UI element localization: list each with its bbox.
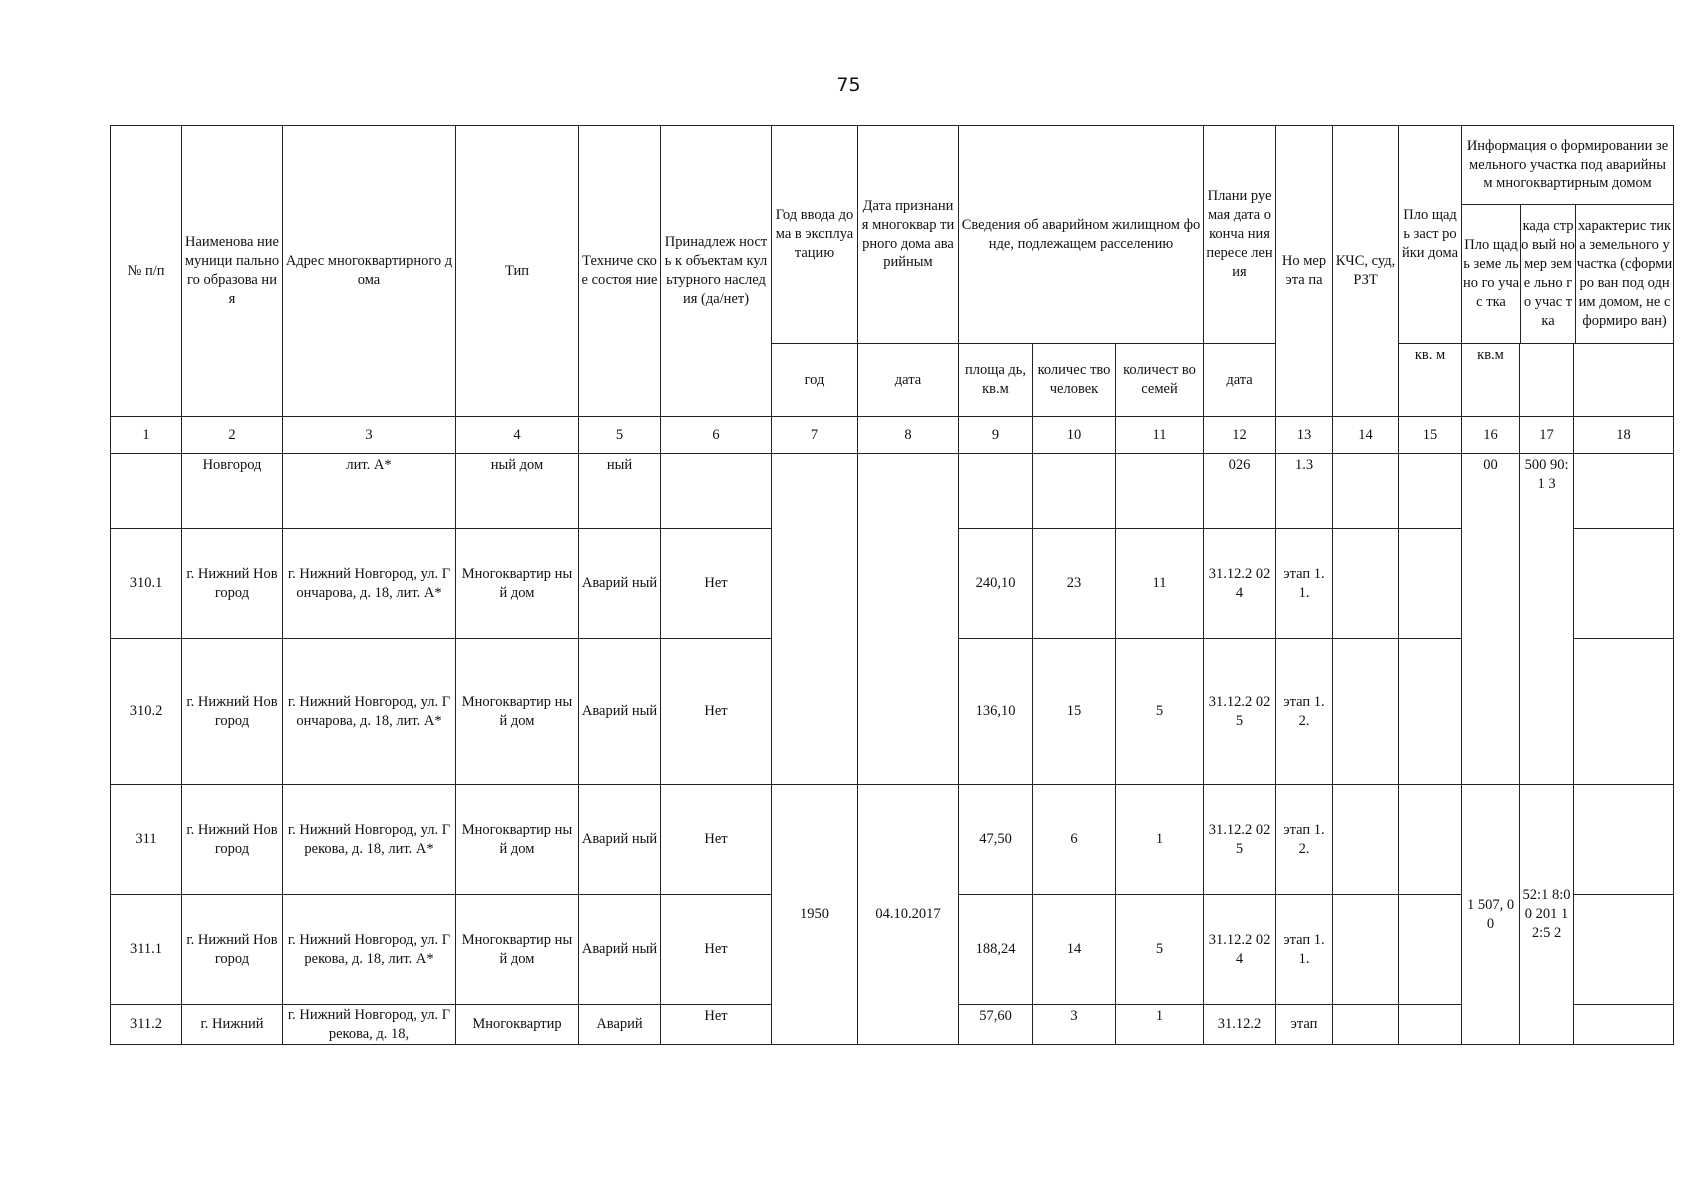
header-planned-date: Плани руемая дата оконча ния пересе ления: [1204, 126, 1276, 344]
cell-area: 240,10: [959, 529, 1033, 639]
subheader-area: площа дь, кв.м: [959, 344, 1033, 417]
table-row-continuation: [111, 454, 1674, 529]
header-municipality: Наименова ние муници пального образова ния: [182, 126, 283, 417]
cell-land-character: [1574, 639, 1674, 785]
cell-address: г. Нижний Новгород, ул. Гончарова, д. 18, лит. А*: [283, 529, 456, 639]
header-built-area: Пло щадь заст ройки дома: [1399, 126, 1462, 344]
header-tech-state: Техниче ское состоя ние: [579, 126, 661, 417]
cell-families: 5: [1116, 639, 1204, 785]
cell-planned-date: 026: [1204, 454, 1276, 529]
cell-people: 23: [1033, 529, 1116, 639]
header-recognition-date: Дата признания многоквар тирного дома аварийным: [858, 126, 959, 344]
cell-planned-date: 31.12.2 025: [1204, 785, 1276, 895]
cell-people: 15: [1033, 639, 1116, 785]
column-number: 1: [111, 417, 182, 454]
cell-municipality: г. Нижний Новгород: [182, 785, 283, 895]
cell-people: [1033, 454, 1116, 529]
subheader-land-unit: кв.м: [1462, 344, 1520, 417]
cell-people: 3: [1033, 1005, 1116, 1045]
header-cadastral: када стро вый но мер земе льно го учас тка: [1521, 205, 1576, 343]
cell-type: Многоквартир ный дом: [456, 785, 579, 895]
subheader-land-character-cont: [1574, 344, 1674, 417]
cell-year-built-cont: [772, 454, 858, 785]
header-land-info: Информация о формировании земельного участка под аварийным многоквартирным домом: [1462, 126, 1673, 205]
cell-land-character: [1574, 895, 1674, 1005]
cell-built-area: [1399, 785, 1462, 895]
cell-stage: этап 1.2.: [1276, 785, 1333, 895]
cell-built-area: [1399, 895, 1462, 1005]
cell-area: 57,60: [959, 1005, 1033, 1045]
header-land-area: Пло щадь земе льно го учас тка: [1462, 205, 1521, 343]
column-number: 6: [661, 417, 772, 454]
column-number: 15: [1399, 417, 1462, 454]
cell-year-built: 1950: [772, 785, 858, 1045]
cell-stage: этап 1.1.: [1276, 895, 1333, 1005]
cell-municipality: г. Нижний Новгород: [182, 639, 283, 785]
cell-num: [111, 454, 182, 529]
header-kchs: КЧС, суд, РЗТ: [1333, 126, 1399, 417]
cell-families: 5: [1116, 895, 1204, 1005]
cell-tech-state: Аварий: [579, 1005, 661, 1045]
header-land-character: характерис тика земельного участка (сформиро ван под одним домом, не сформиро ван): [1576, 218, 1673, 329]
cell-heritage: Нет: [661, 529, 772, 639]
cell-num: 311: [111, 785, 182, 895]
cell-address: г. Нижний Новгород, ул. Грекова, д. 18, лит. А*: [283, 895, 456, 1005]
column-number: 14: [1333, 417, 1399, 454]
cell-tech-state: Аварий ный: [579, 529, 661, 639]
cell-tech-state: ный: [579, 454, 661, 529]
cell-families: 1: [1116, 785, 1204, 895]
column-number: 16: [1462, 417, 1520, 454]
cell-area: 188,24: [959, 895, 1033, 1005]
cell-type: Многоквартир: [456, 1005, 579, 1045]
column-number: 18: [1574, 417, 1674, 454]
cell-families: [1116, 454, 1204, 529]
header-row: [111, 126, 1674, 344]
cell-stage: этап 1.2.: [1276, 639, 1333, 785]
header-emergency-info: Сведения об аварийном жилищном фонде, подлежащем расселению: [959, 126, 1204, 344]
header-type: Тип: [456, 126, 579, 417]
column-number: 7: [772, 417, 858, 454]
column-number: 12: [1204, 417, 1276, 454]
cell-kchs: [1333, 454, 1399, 529]
cell-area: [959, 454, 1033, 529]
cell-address: г. Нижний Новгород, ул. Грекова, д. 18, лит. А*: [283, 785, 456, 895]
column-number: 11: [1116, 417, 1204, 454]
cell-tech-state: Аварий ный: [579, 895, 661, 1005]
cell-land-character: [1574, 1005, 1674, 1045]
subheader-people: количес тво человек: [1033, 344, 1116, 417]
column-number: 2: [182, 417, 283, 454]
cell-land-area-cont: 00: [1462, 454, 1520, 785]
cell-type: Многоквартир ный дом: [456, 529, 579, 639]
page-number: 75: [836, 74, 861, 96]
cell-address: г. Нижний Новгород, ул. Грекова, д. 18,: [283, 1005, 456, 1045]
cell-kchs: [1333, 895, 1399, 1005]
cell-heritage: Нет: [661, 895, 772, 1005]
cell-num: 311.2: [111, 1005, 182, 1045]
column-number: 9: [959, 417, 1033, 454]
header-num: № п/п: [111, 126, 182, 417]
cell-land-character: [1574, 529, 1674, 639]
cell-kchs: [1333, 1005, 1399, 1045]
header-address: Адрес многоквартирного дома: [283, 126, 456, 417]
cell-kchs: [1333, 529, 1399, 639]
cell-area: 136,10: [959, 639, 1033, 785]
cell-people: 6: [1033, 785, 1116, 895]
cell-municipality: г. Нижний Новгород: [182, 895, 283, 1005]
cell-cadastral-cont: 500 90:1 3: [1520, 454, 1574, 785]
cell-tech-state: Аварий ный: [579, 785, 661, 895]
cell-kchs: [1333, 785, 1399, 895]
cell-built-area: [1399, 454, 1462, 529]
cell-land-area: 1 507, 00: [1462, 785, 1520, 1045]
cell-cadastral: 52:1 8:00 201 12:5 2: [1520, 785, 1574, 1045]
header-heritage: Принадлеж ность к объектам культурного наследия (да/нет): [661, 126, 772, 417]
cell-address: г. Нижний Новгород, ул. Гончарова, д. 18, лит. А*: [283, 639, 456, 785]
emergency-housing-table: [110, 125, 1674, 1045]
cell-built-area: [1399, 529, 1462, 639]
cell-recognition-date-cont: [858, 454, 959, 785]
subheader-cadastral-cont: [1520, 344, 1574, 417]
header-year-built: Год ввода дома в эксплуа тацию: [772, 126, 858, 344]
cell-stage: этап 1.1.: [1276, 529, 1333, 639]
subheader-families: количест во семей: [1116, 344, 1204, 417]
cell-num: 310.1: [111, 529, 182, 639]
cell-heritage: Нет: [661, 785, 772, 895]
table-row: [111, 785, 1674, 895]
cell-heritage: Нет: [661, 1005, 772, 1045]
cell-land-character: [1574, 785, 1674, 895]
header-stage-number: Но мер эта па: [1276, 126, 1333, 417]
column-number: 3: [283, 417, 456, 454]
column-number: 17: [1520, 417, 1574, 454]
cell-municipality: г. Нижний Новгород: [182, 529, 283, 639]
column-number: 8: [858, 417, 959, 454]
cell-families: 11: [1116, 529, 1204, 639]
cell-stage: 1.3: [1276, 454, 1333, 529]
cell-tech-state: Аварий ный: [579, 639, 661, 785]
cell-area: 47,50: [959, 785, 1033, 895]
cell-type: ный дом: [456, 454, 579, 529]
cell-planned-date: 31.12.2 024: [1204, 895, 1276, 1005]
column-number-row: [111, 417, 1674, 454]
subheader-planned-date: дата: [1204, 344, 1276, 417]
cell-kchs: [1333, 639, 1399, 785]
cell-planned-date: 31.12.2 024: [1204, 529, 1276, 639]
cell-land-character: [1574, 454, 1674, 529]
cell-num: 311.1: [111, 895, 182, 1005]
cell-type: Многоквартир ный дом: [456, 639, 579, 785]
cell-heritage: [661, 454, 772, 529]
cell-municipality: г. Нижний: [182, 1005, 283, 1045]
cell-type: Многоквартир ный дом: [456, 895, 579, 1005]
cell-built-area: [1399, 1005, 1462, 1045]
cell-built-area: [1399, 639, 1462, 785]
cell-heritage: Нет: [661, 639, 772, 785]
cell-planned-date: 31.12.2: [1204, 1005, 1276, 1045]
subheader-year: год: [772, 344, 858, 417]
cell-people: 14: [1033, 895, 1116, 1005]
cell-address: лит. А*: [283, 454, 456, 529]
column-number: 13: [1276, 417, 1333, 454]
cell-stage: этап: [1276, 1005, 1333, 1045]
subheader-date: дата: [858, 344, 959, 417]
subheader-built-unit: кв. м: [1399, 344, 1462, 417]
cell-families: 1: [1116, 1005, 1204, 1045]
column-number: 5: [579, 417, 661, 454]
header-land-info-group: [1462, 126, 1674, 344]
cell-recognition-date: 04.10.2017: [858, 785, 959, 1045]
cell-planned-date: 31.12.2 025: [1204, 639, 1276, 785]
column-number: 10: [1033, 417, 1116, 454]
column-number: 4: [456, 417, 579, 454]
cell-municipality: Новгород: [182, 454, 283, 529]
cell-num: 310.2: [111, 639, 182, 785]
